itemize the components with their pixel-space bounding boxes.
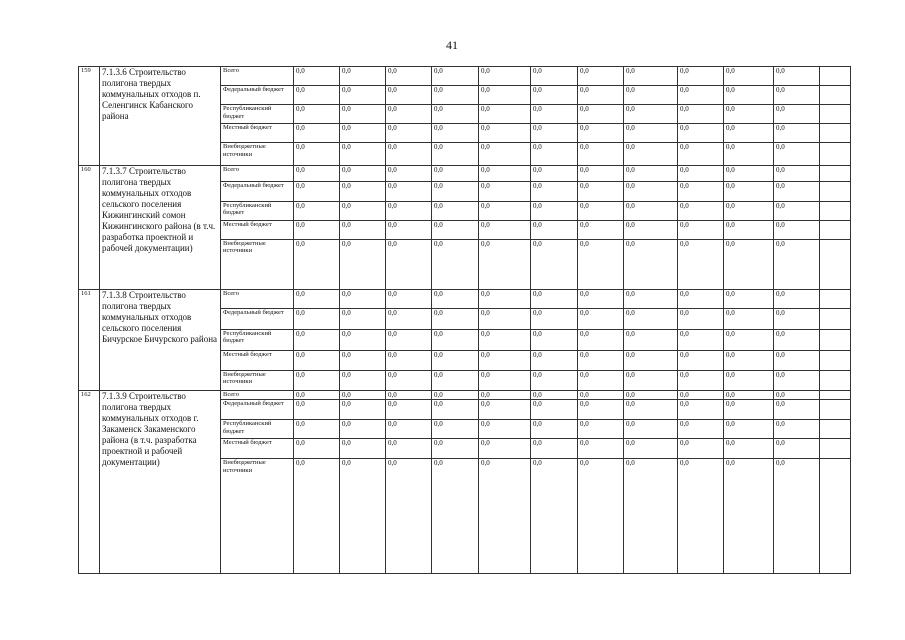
- amount-cell: 0,0: [531, 220, 578, 239]
- amount-cell: 0,0: [294, 290, 340, 309]
- amount-cell: 0,0: [531, 181, 578, 201]
- measure-name: 7.1.3.9 Строительство полигона твердых коммунальных отходов г. Закаменск Закаменского района (в т.ч. разработка проектной и рабочей документации): [100, 390, 221, 573]
- amount-cell: 0,0: [479, 439, 531, 459]
- funding-source: Местный бюджет: [221, 124, 294, 143]
- amount-cell: 0,0: [624, 439, 678, 459]
- amount-cell: 0,0: [774, 201, 820, 220]
- amount-cell: 0,0: [340, 86, 386, 105]
- funding-source: Местный бюджет: [221, 350, 294, 370]
- amount-cell: 0,0: [432, 439, 479, 459]
- empty-cell: [820, 143, 851, 165]
- amount-cell: 0,0: [678, 67, 724, 86]
- amount-cell: 0,0: [578, 439, 624, 459]
- amount-cell: 0,0: [678, 329, 724, 350]
- amount-cell: 0,0: [479, 105, 531, 124]
- amount-cell: 0,0: [479, 86, 531, 105]
- amount-cell: 0,0: [531, 439, 578, 459]
- amount-cell: 0,0: [432, 239, 479, 289]
- amount-cell: 0,0: [479, 67, 531, 86]
- amount-cell: 0,0: [294, 143, 340, 165]
- amount-cell: 0,0: [479, 459, 531, 574]
- amount-cell: 0,0: [340, 290, 386, 309]
- amount-cell: 0,0: [479, 290, 531, 309]
- amount-cell: 0,0: [386, 67, 432, 86]
- amount-cell: 0,0: [774, 290, 820, 309]
- amount-cell: 0,0: [578, 220, 624, 239]
- amount-cell: 0,0: [774, 420, 820, 439]
- amount-cell: 0,0: [479, 143, 531, 165]
- amount-cell: 0,0: [724, 67, 774, 86]
- amount-cell: 0,0: [432, 67, 479, 86]
- amount-cell: 0,0: [578, 290, 624, 309]
- amount-cell: 0,0: [578, 86, 624, 105]
- amount-cell: 0,0: [774, 350, 820, 370]
- amount-cell: 0,0: [724, 220, 774, 239]
- amount-cell: 0,0: [479, 201, 531, 220]
- amount-cell: 0,0: [678, 239, 724, 289]
- amount-cell: 0,0: [724, 329, 774, 350]
- amount-cell: 0,0: [624, 459, 678, 574]
- amount-cell: 0,0: [294, 390, 340, 399]
- amount-cell: 0,0: [624, 220, 678, 239]
- amount-cell: 0,0: [479, 420, 531, 439]
- empty-cell: [820, 309, 851, 329]
- amount-cell: 0,0: [531, 67, 578, 86]
- amount-cell: 0,0: [774, 165, 820, 181]
- amount-cell: 0,0: [774, 309, 820, 329]
- amount-cell: 0,0: [479, 370, 531, 390]
- amount-cell: 0,0: [678, 309, 724, 329]
- funding-source: Всего: [221, 165, 294, 181]
- amount-cell: 0,0: [340, 105, 386, 124]
- amount-cell: 0,0: [624, 67, 678, 86]
- amount-cell: 0,0: [432, 420, 479, 439]
- table-row: [79, 67, 851, 86]
- amount-cell: 0,0: [624, 399, 678, 419]
- amount-cell: 0,0: [678, 220, 724, 239]
- amount-cell: 0,0: [531, 201, 578, 220]
- amount-cell: 0,0: [386, 329, 432, 350]
- amount-cell: 0,0: [432, 165, 479, 181]
- amount-cell: 0,0: [386, 239, 432, 289]
- amount-cell: 0,0: [678, 420, 724, 439]
- amount-cell: 0,0: [578, 329, 624, 350]
- funding-source: Республиканский бюджет: [221, 420, 294, 439]
- amount-cell: 0,0: [340, 124, 386, 143]
- amount-cell: 0,0: [432, 290, 479, 309]
- amount-cell: 0,0: [678, 459, 724, 574]
- amount-cell: 0,0: [432, 143, 479, 165]
- empty-cell: [820, 390, 851, 399]
- amount-cell: 0,0: [294, 181, 340, 201]
- funding-source: Республиканский бюджет: [221, 201, 294, 220]
- amount-cell: 0,0: [724, 309, 774, 329]
- amount-cell: 0,0: [724, 290, 774, 309]
- amount-cell: 0,0: [340, 459, 386, 574]
- amount-cell: 0,0: [340, 370, 386, 390]
- amount-cell: 0,0: [531, 459, 578, 574]
- amount-cell: 0,0: [340, 350, 386, 370]
- funding-source: Местный бюджет: [221, 220, 294, 239]
- amount-cell: 0,0: [340, 220, 386, 239]
- amount-cell: 0,0: [624, 370, 678, 390]
- empty-cell: [820, 239, 851, 289]
- funding-source: Федеральный бюджет: [221, 399, 294, 419]
- empty-cell: [820, 105, 851, 124]
- amount-cell: 0,0: [340, 420, 386, 439]
- amount-cell: 0,0: [774, 239, 820, 289]
- empty-cell: [820, 439, 851, 459]
- amount-cell: 0,0: [531, 399, 578, 419]
- row-number: 160: [79, 165, 100, 290]
- amount-cell: 0,0: [678, 181, 724, 201]
- funding-source: Федеральный бюджет: [221, 181, 294, 201]
- amount-cell: 0,0: [294, 329, 340, 350]
- amount-cell: 0,0: [578, 420, 624, 439]
- amount-cell: 0,0: [578, 350, 624, 370]
- empty-cell: [820, 329, 851, 350]
- amount-cell: 0,0: [386, 370, 432, 390]
- amount-cell: 0,0: [479, 390, 531, 399]
- amount-cell: 0,0: [294, 350, 340, 370]
- amount-cell: 0,0: [386, 399, 432, 419]
- amount-cell: 0,0: [678, 390, 724, 399]
- amount-cell: 0,0: [774, 329, 820, 350]
- amount-cell: 0,0: [479, 329, 531, 350]
- table-row: [79, 165, 851, 181]
- amount-cell: 0,0: [624, 105, 678, 124]
- amount-cell: 0,0: [578, 181, 624, 201]
- amount-cell: 0,0: [294, 370, 340, 390]
- amount-cell: 0,0: [432, 124, 479, 143]
- amount-cell: 0,0: [724, 390, 774, 399]
- amount-cell: 0,0: [294, 239, 340, 289]
- amount-cell: 0,0: [578, 143, 624, 165]
- amount-cell: 0,0: [432, 370, 479, 390]
- amount-cell: 0,0: [724, 239, 774, 289]
- amount-cell: 0,0: [531, 390, 578, 399]
- empty-cell: [820, 86, 851, 105]
- funding-source: Внебюджетные источники: [221, 459, 294, 574]
- amount-cell: 0,0: [340, 201, 386, 220]
- empty-cell: [820, 67, 851, 86]
- amount-cell: 0,0: [386, 459, 432, 574]
- amount-cell: 0,0: [624, 290, 678, 309]
- funding-source: Внебюджетные источники: [221, 143, 294, 165]
- amount-cell: 0,0: [294, 309, 340, 329]
- amount-cell: 0,0: [724, 439, 774, 459]
- amount-cell: 0,0: [774, 370, 820, 390]
- amount-cell: 0,0: [294, 420, 340, 439]
- amount-cell: 0,0: [531, 420, 578, 439]
- amount-cell: 0,0: [531, 309, 578, 329]
- measure-name: 7.1.3.7 Строительство полигона твердых коммунальных отходов сельского поселения Кижингинский сомон Кижингинского района (в т.ч. разработка проектной и рабочей документации): [100, 165, 221, 290]
- amount-cell: 0,0: [578, 370, 624, 390]
- amount-cell: 0,0: [294, 201, 340, 220]
- amount-cell: 0,0: [432, 201, 479, 220]
- amount-cell: 0,0: [774, 105, 820, 124]
- amount-cell: 0,0: [531, 239, 578, 289]
- amount-cell: 0,0: [578, 201, 624, 220]
- amount-cell: 0,0: [386, 290, 432, 309]
- funding-source: Федеральный бюджет: [221, 309, 294, 329]
- empty-cell: [820, 290, 851, 309]
- amount-cell: 0,0: [678, 290, 724, 309]
- empty-cell: [820, 220, 851, 239]
- row-number: 161: [79, 290, 100, 391]
- amount-cell: 0,0: [531, 165, 578, 181]
- amount-cell: 0,0: [340, 329, 386, 350]
- amount-cell: 0,0: [531, 290, 578, 309]
- amount-cell: 0,0: [624, 390, 678, 399]
- amount-cell: 0,0: [340, 399, 386, 419]
- empty-cell: [820, 181, 851, 201]
- amount-cell: 0,0: [724, 459, 774, 574]
- amount-cell: 0,0: [294, 86, 340, 105]
- amount-cell: 0,0: [624, 239, 678, 289]
- amount-cell: 0,0: [479, 220, 531, 239]
- empty-cell: [820, 420, 851, 439]
- amount-cell: 0,0: [432, 86, 479, 105]
- amount-cell: 0,0: [678, 86, 724, 105]
- amount-cell: 0,0: [624, 181, 678, 201]
- funding-source: Внебюджетные источники: [221, 370, 294, 390]
- amount-cell: 0,0: [340, 439, 386, 459]
- funding-source: Федеральный бюджет: [221, 86, 294, 105]
- amount-cell: 0,0: [624, 201, 678, 220]
- amount-cell: 0,0: [724, 181, 774, 201]
- amount-cell: 0,0: [432, 105, 479, 124]
- table-row: [79, 290, 851, 309]
- amount-cell: 0,0: [294, 459, 340, 574]
- funding-source: Всего: [221, 67, 294, 86]
- amount-cell: 0,0: [678, 143, 724, 165]
- amount-cell: 0,0: [624, 143, 678, 165]
- amount-cell: 0,0: [479, 124, 531, 143]
- amount-cell: 0,0: [774, 459, 820, 574]
- amount-cell: 0,0: [340, 390, 386, 399]
- amount-cell: 0,0: [386, 439, 432, 459]
- amount-cell: 0,0: [774, 67, 820, 86]
- funding-source: Республиканский бюджет: [221, 105, 294, 124]
- amount-cell: 0,0: [479, 239, 531, 289]
- amount-cell: 0,0: [624, 350, 678, 370]
- empty-cell: [820, 350, 851, 370]
- amount-cell: 0,0: [340, 309, 386, 329]
- amount-cell: 0,0: [678, 399, 724, 419]
- amount-cell: 0,0: [386, 105, 432, 124]
- amount-cell: 0,0: [678, 105, 724, 124]
- amount-cell: 0,0: [386, 181, 432, 201]
- page-number: 41: [446, 38, 458, 52]
- amount-cell: 0,0: [578, 105, 624, 124]
- empty-cell: [820, 201, 851, 220]
- amount-cell: 0,0: [294, 165, 340, 181]
- amount-cell: 0,0: [578, 309, 624, 329]
- amount-cell: 0,0: [531, 370, 578, 390]
- amount-cell: 0,0: [624, 329, 678, 350]
- amount-cell: 0,0: [578, 459, 624, 574]
- row-number: 162: [79, 390, 100, 573]
- amount-cell: 0,0: [624, 309, 678, 329]
- amount-cell: 0,0: [578, 239, 624, 289]
- amount-cell: 0,0: [294, 220, 340, 239]
- amount-cell: 0,0: [386, 220, 432, 239]
- amount-cell: 0,0: [294, 439, 340, 459]
- amount-cell: 0,0: [386, 350, 432, 370]
- funding-source: Местный бюджет: [221, 439, 294, 459]
- amount-cell: 0,0: [774, 124, 820, 143]
- amount-cell: 0,0: [578, 67, 624, 86]
- funding-source: Республиканский бюджет: [221, 329, 294, 350]
- empty-cell: [820, 399, 851, 419]
- amount-cell: 0,0: [624, 420, 678, 439]
- amount-cell: 0,0: [479, 350, 531, 370]
- amount-cell: 0,0: [386, 86, 432, 105]
- amount-cell: 0,0: [774, 181, 820, 201]
- empty-cell: [820, 165, 851, 181]
- amount-cell: 0,0: [724, 165, 774, 181]
- amount-cell: 0,0: [531, 86, 578, 105]
- measure-name: 7.1.3.8 Строительство полигона твердых коммунальных отходов сельского поселения Бичурское Бичурского района: [100, 290, 221, 391]
- amount-cell: 0,0: [531, 350, 578, 370]
- amount-cell: 0,0: [774, 390, 820, 399]
- amount-cell: 0,0: [294, 124, 340, 143]
- amount-cell: 0,0: [774, 143, 820, 165]
- amount-cell: 0,0: [386, 420, 432, 439]
- amount-cell: 0,0: [678, 165, 724, 181]
- amount-cell: 0,0: [294, 399, 340, 419]
- amount-cell: 0,0: [479, 181, 531, 201]
- amount-cell: 0,0: [624, 124, 678, 143]
- amount-cell: 0,0: [386, 390, 432, 399]
- empty-cell: [820, 459, 851, 574]
- amount-cell: 0,0: [678, 201, 724, 220]
- amount-cell: 0,0: [774, 439, 820, 459]
- budget-table: [78, 66, 851, 574]
- amount-cell: 0,0: [578, 399, 624, 419]
- amount-cell: 0,0: [432, 329, 479, 350]
- table-row: [79, 390, 851, 399]
- amount-cell: 0,0: [386, 201, 432, 220]
- funding-source: Всего: [221, 290, 294, 309]
- amount-cell: 0,0: [479, 399, 531, 419]
- amount-cell: 0,0: [432, 390, 479, 399]
- amount-cell: 0,0: [340, 181, 386, 201]
- amount-cell: 0,0: [340, 143, 386, 165]
- amount-cell: 0,0: [340, 67, 386, 86]
- amount-cell: 0,0: [724, 143, 774, 165]
- amount-cell: 0,0: [294, 67, 340, 86]
- amount-cell: 0,0: [678, 124, 724, 143]
- amount-cell: 0,0: [774, 86, 820, 105]
- amount-cell: 0,0: [774, 399, 820, 419]
- amount-cell: 0,0: [678, 439, 724, 459]
- amount-cell: 0,0: [531, 105, 578, 124]
- amount-cell: 0,0: [432, 309, 479, 329]
- funding-source: Внебюджетные источники: [221, 239, 294, 289]
- amount-cell: 0,0: [724, 370, 774, 390]
- amount-cell: 0,0: [432, 399, 479, 419]
- measure-name: 7.1.3.6 Строительство полигона твердых коммунальных отходов п. Селенгинск Кабанского района: [100, 67, 221, 166]
- funding-source: Всего: [221, 390, 294, 399]
- amount-cell: 0,0: [624, 165, 678, 181]
- row-number: 159: [79, 67, 100, 166]
- amount-cell: 0,0: [624, 86, 678, 105]
- amount-cell: 0,0: [724, 86, 774, 105]
- amount-cell: 0,0: [386, 165, 432, 181]
- amount-cell: 0,0: [531, 329, 578, 350]
- amount-cell: 0,0: [479, 309, 531, 329]
- amount-cell: 0,0: [294, 105, 340, 124]
- amount-cell: 0,0: [578, 390, 624, 399]
- amount-cell: 0,0: [578, 165, 624, 181]
- amount-cell: 0,0: [531, 143, 578, 165]
- amount-cell: 0,0: [479, 165, 531, 181]
- amount-cell: 0,0: [386, 309, 432, 329]
- empty-cell: [820, 124, 851, 143]
- amount-cell: 0,0: [386, 124, 432, 143]
- amount-cell: 0,0: [432, 181, 479, 201]
- amount-cell: 0,0: [724, 420, 774, 439]
- amount-cell: 0,0: [724, 124, 774, 143]
- amount-cell: 0,0: [678, 350, 724, 370]
- amount-cell: 0,0: [578, 124, 624, 143]
- amount-cell: 0,0: [386, 143, 432, 165]
- amount-cell: 0,0: [432, 220, 479, 239]
- amount-cell: 0,0: [724, 350, 774, 370]
- amount-cell: 0,0: [678, 370, 724, 390]
- amount-cell: 0,0: [724, 105, 774, 124]
- amount-cell: 0,0: [724, 399, 774, 419]
- amount-cell: 0,0: [531, 124, 578, 143]
- amount-cell: 0,0: [774, 220, 820, 239]
- amount-cell: 0,0: [432, 350, 479, 370]
- amount-cell: 0,0: [340, 239, 386, 289]
- empty-cell: [820, 370, 851, 390]
- amount-cell: 0,0: [340, 165, 386, 181]
- amount-cell: 0,0: [724, 201, 774, 220]
- amount-cell: 0,0: [432, 459, 479, 574]
